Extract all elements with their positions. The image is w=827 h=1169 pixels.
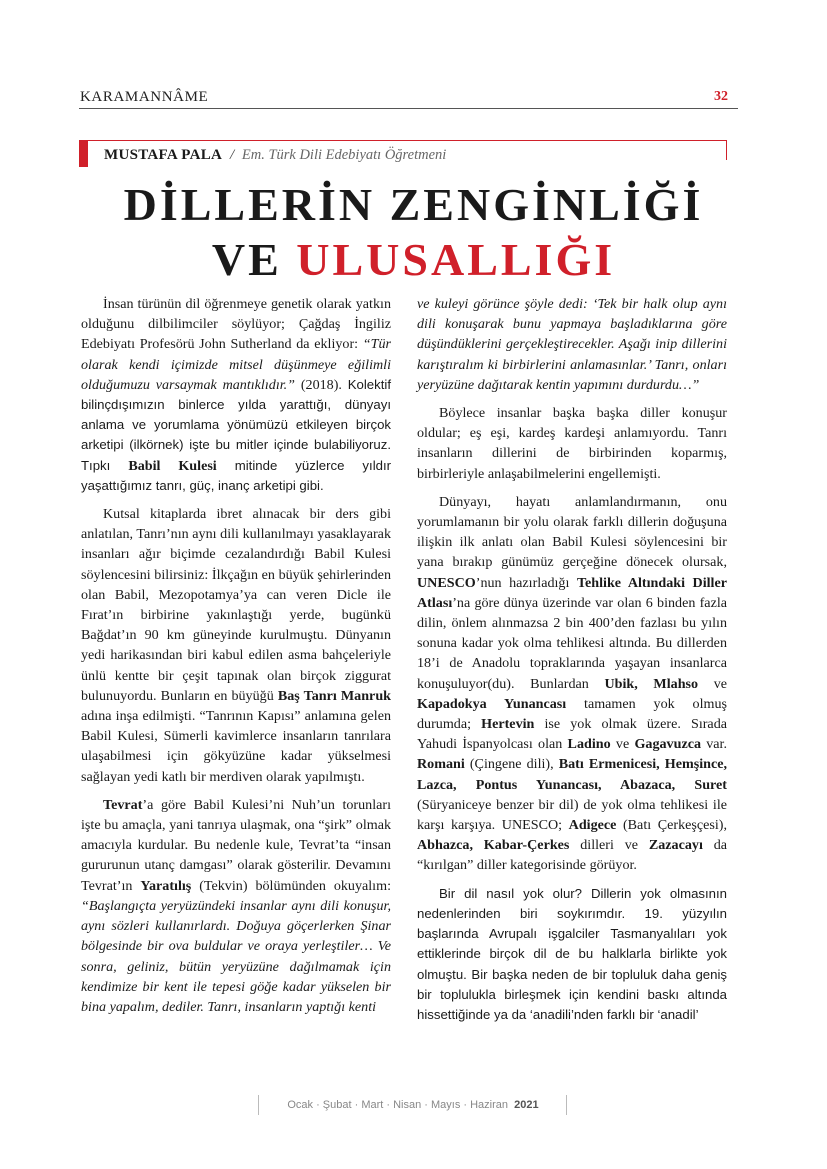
footer-months: Ocak · Şubat · Mart · Nisan · Mayıs · Haziran	[287, 1099, 509, 1111]
bold-run: Yaratılış	[140, 877, 192, 894]
text-run: var.	[701, 736, 727, 753]
author-bar	[79, 140, 727, 168]
text-run: da “kırılgan” diller kategorisinde görüyor.	[417, 837, 728, 874]
text-run: İnsan türünün dil öğrenmeye genetik olarak yatkın olduğunu dilbilimciler söylüyor; Çağdaş İngiliz Edebiyatı Profesörü John Sutherland da ekliyor:	[81, 296, 391, 353]
text-run: mitinde yüzlerce yıldır yaşattığımız tanrı, güç, inanç arketipi gibi.	[81, 457, 392, 493]
text-run: (Tekvin) bölümünden okuyalım:	[191, 877, 391, 894]
bold-run: Abhazca, Kabar-Çerkes	[417, 837, 570, 854]
right-column	[417, 294, 727, 1033]
bold-run: Gagavuzca	[634, 736, 701, 753]
text-run: ise yok olmak üzere. Sırada Yahudi İspanyolcası olan	[417, 716, 727, 753]
author-name: MUSTAFA PALA	[104, 147, 223, 163]
paragraph	[417, 294, 727, 395]
bold-run: Babil Kulesi	[128, 457, 217, 474]
text-run: (Batı Çerkeşçesi),	[616, 817, 727, 834]
bold-run: Ladino	[567, 736, 611, 753]
article-title-line1: DİLLERİN ZENGİNLİĞİ	[123, 179, 704, 230]
quote-run: “Tür olarak kendi içimizde mitsel düşünmeye eğilimli olduğumuzu varsaymak mantıklıdır.”	[81, 336, 391, 393]
bold-run: UNESCO	[417, 574, 476, 591]
quote-run: ve kuleyi görünce şöyle dedi: ‘Tek bir halk olup aynı dili konuşarak bunu yapmaya başladıklarına göre düşündüklerini gerçekleştirecekler. Aşağı inip dillerini karıştıralım ki birbirlerini anlamasınlar.’ Tanrı, onları yeryüzüne dağıtarak kentin yapımını durdurdu…”	[417, 296, 727, 393]
bold-run: Kapadokya Yunancası	[417, 695, 567, 712]
bold-run: Adigece	[568, 817, 617, 834]
quote-run: “Başlangıçta yeryüzündeki insanlar aynı dili konuşur, aynı sözleri kullanırlardı. Doğuya göçerlerken Şinar bölgesinde bir ova buldular ve oraya yerleştiler… Ve sonra, geliniz, bütün yeryüzüne dağılmamak için kendimize bir kent ile tepesi göğe kadar yükselen bir bina yapalım, dediler. Tanrı, insanların yaptığı kenti	[81, 897, 391, 1015]
text-run: Kolektif bilinçdışımızın binlerce yılda yarattığı, dünyayı anlama ve yorumlama yönümüzü etkileyen birçok arketipi (ilkörnek) işte bu mitler içinde bulabiliyoruz. Tıpkı	[81, 376, 391, 473]
text-run: adına inşa edilmişti. “Tanrının Kapısı” anlamına gelen Babil Kulesi, Sümerli kavimlerce insanların tanrılara ulaşabilmesi için gökyüzüne kadar yükselmesi sağlayan yedi katlı bir merdiven olarak yapılmıştı.	[81, 708, 391, 785]
text-run: (Süryaniceye benzer bir dil) de yok olma tehlikesi ile karşı karşıya. UNESCO;	[417, 796, 727, 834]
footer-issue-date	[260, 1099, 566, 1111]
author-top-line	[79, 140, 727, 141]
paragraph	[81, 504, 391, 787]
paragraph	[417, 492, 727, 876]
bold-run: Ubik, Mlahso	[604, 675, 699, 692]
bold-run: Baş Tanrı Manruk	[277, 687, 391, 704]
text-run: ’na göre dünya üzerinde var olan 6 binden fazla dilin, önlem alınmazsa 2 bin 400’den fazlası bu yılın sonuna kadar yok olma tehlikesi altında. Bu dillerden 18’i de Anadolu topraklarında yaşayan insanlarca konuşuluyor(du). Bunlardan	[417, 594, 727, 692]
author-accent-mark	[79, 140, 88, 167]
bold-run: Romani	[417, 756, 465, 773]
bold-run: Tehlike Altındaki Diller Atlası	[417, 574, 727, 611]
left-column	[81, 294, 391, 1025]
text-run: Dünyayı, hayatı anlamlandırmanın, onu yorumlamanın bir yolu olarak farklı dillerin doğuşuna ilişkin ilk anlatı olan Babil Kulesi söylencesini bir yana bırakıp günümüz gerçeğine dönecek olursak,	[417, 493, 727, 571]
text-run: (2018).	[295, 376, 348, 393]
author-right-tick	[726, 140, 727, 160]
text-run: ve	[610, 736, 635, 753]
title-plain: VE	[211, 234, 297, 285]
paragraph: Böylece insanlar başka başka diller konuşur oldular; eş eşi, kardeş kardeşi anlamıyordu. Tanrı insanların dillerini de birbirinden koparmış, birbirleriyle anlaşabilmelerini engellemişti.	[417, 405, 727, 482]
paragraph: Bir dil nasıl yok olur? Dillerin yok olmasının nedenlerinden biri soykırımdır. 19. yüzyılın başlarında Avrupalı işgalciler Tasmanyalıları yok ettiklerinde birçok dil de bu halklarla birlikte yok olmuştu. Bir başka neden de bir topluluk daha geniş bir toplulukla birleşmek için kendini baskı altında hissettiğinde ya da ‘anadili’nden farklı bir ‘anadil’	[417, 885, 727, 1022]
footer-divider-right	[566, 1095, 567, 1115]
text-run: (Çingene dili),	[464, 756, 559, 773]
bold-run: Tevrat	[103, 796, 143, 813]
text-run: ’a göre Babil Kulesi’ni Nuh’un torunları işte bu amaçla, yani tanrıya ulaşmak, ona “şirk” olmak amacıyla kurdular. Bu nedenle kule, Tevrat’ta “insan gururunun utanç damgası” olarak gösterilir. Devamını Tevrat’ın	[81, 796, 391, 894]
header-rule	[79, 108, 738, 109]
magazine-title: KARAMANNÂME	[80, 89, 209, 105]
text-run: ’nun hazırladığı	[475, 574, 577, 591]
footer-year: 2021	[514, 1099, 539, 1111]
footer-divider-left	[258, 1095, 259, 1115]
paragraph	[81, 294, 391, 496]
text-run: ve	[698, 675, 728, 692]
text-run: dilleri ve	[569, 837, 649, 854]
title-highlight: ULUSALLIĞI	[296, 234, 616, 285]
author-byline	[104, 147, 446, 164]
text-run: Kutsal kitaplarda ibret alınacak bir ders gibi anlatılan, Tanrı’nın aynı dili kullanılmayı yasaklayarak insanları ağır biçimde cezalandırdığı Babil Kulesi söylencesini bilirsiniz: İlkçağın en büyük şehirlerinden olan Babil, Mezopotamya’ya can veren Dicle ile Fırat’ın birbirine yakınlaştığı yerde, bugünkü Bağdat’ın 90 km güneyinde kurulmuştu. Dünyanın yedi harikasından biri kabul edilen asma bahçeleriyle ünlü kentte bir çeşit tapınak olan birçok ziggurat bulunuyordu. Bunların en büyüğü	[81, 506, 391, 704]
text-run: tamamen yok olmuş durumda;	[417, 695, 727, 733]
author-separator: /	[229, 147, 235, 163]
page-number: 32	[714, 89, 728, 104]
paragraph	[81, 795, 391, 1017]
author-role: Em. Türk Dili Edebiyatı Öğretmeni	[241, 147, 447, 163]
bold-run: Hertevin	[481, 716, 535, 733]
bold-run: Batı Ermenicesi, Hemşince, Lazca, Pontus Yunancası, Abazaca, Suret	[417, 756, 727, 793]
article-title-line2	[0, 234, 827, 285]
bold-run: Zazacayı	[648, 837, 703, 854]
